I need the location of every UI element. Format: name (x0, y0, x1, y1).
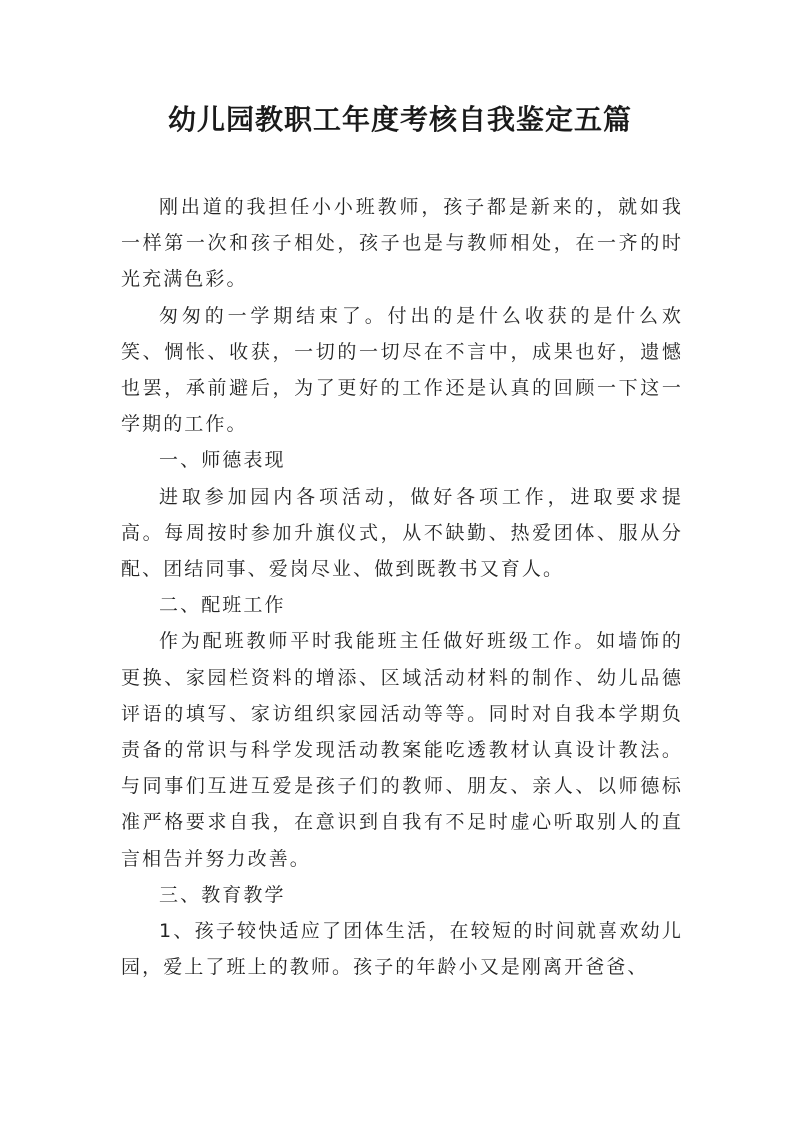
paragraph: 进取参加园内各项活动，做好各项工作，进取要求提高。每周按时参加升旗仪式，从不缺勤、热爱团体、服从分配、团结同事、爱岗尽业、做到既教书又育人。 (121, 485, 683, 581)
paragraph: 匆匆的一学期结束了。付出的是什么收获的是什么欢笑、惆怅、收获，一切的一切尽在不言中，成果也好，遗憾也罢，承前避后，为了更好的工作还是认真的回顾一下这一学期的工作。 (121, 304, 683, 436)
section-heading: 三、教育教学 (159, 883, 286, 906)
section-heading: 二、配班工作 (159, 594, 286, 617)
document-body (121, 189, 683, 985)
document-title: 幼儿园教职工年度考核自我鉴定五篇 (167, 103, 632, 136)
paragraph: 刚出道的我担任小小班教师，孩子都是新来的，就如我一样第一次和孩子相处，孩子也是与教师相处，在一齐的时光充满色彩。 (121, 196, 683, 291)
paragraph: 1、孩子较快适应了团体生活，在较短的时间就喜欢幼儿园，爱上了班上的教师。孩子的年龄小又是刚离开爸爸、 (121, 920, 683, 979)
section-heading: 一、师德表现 (159, 449, 286, 472)
paragraph: 作为配班教师平时我能班主任做好班级工作。如墙饰的更换、家园栏资料的增添、区域活动材料的制作、幼儿品德评语的填写、家访组织家园活动等等。同时对自我本学期负责备的常识与科学发现活动教案能吃透教材认真设计教法。与同事们互进互爱是孩子们的教师、朋友、亲人、以师德标准严格要求自我，在意识到自我有不足时虚心听取别人的直言相告并努力改善。 (121, 630, 683, 870)
